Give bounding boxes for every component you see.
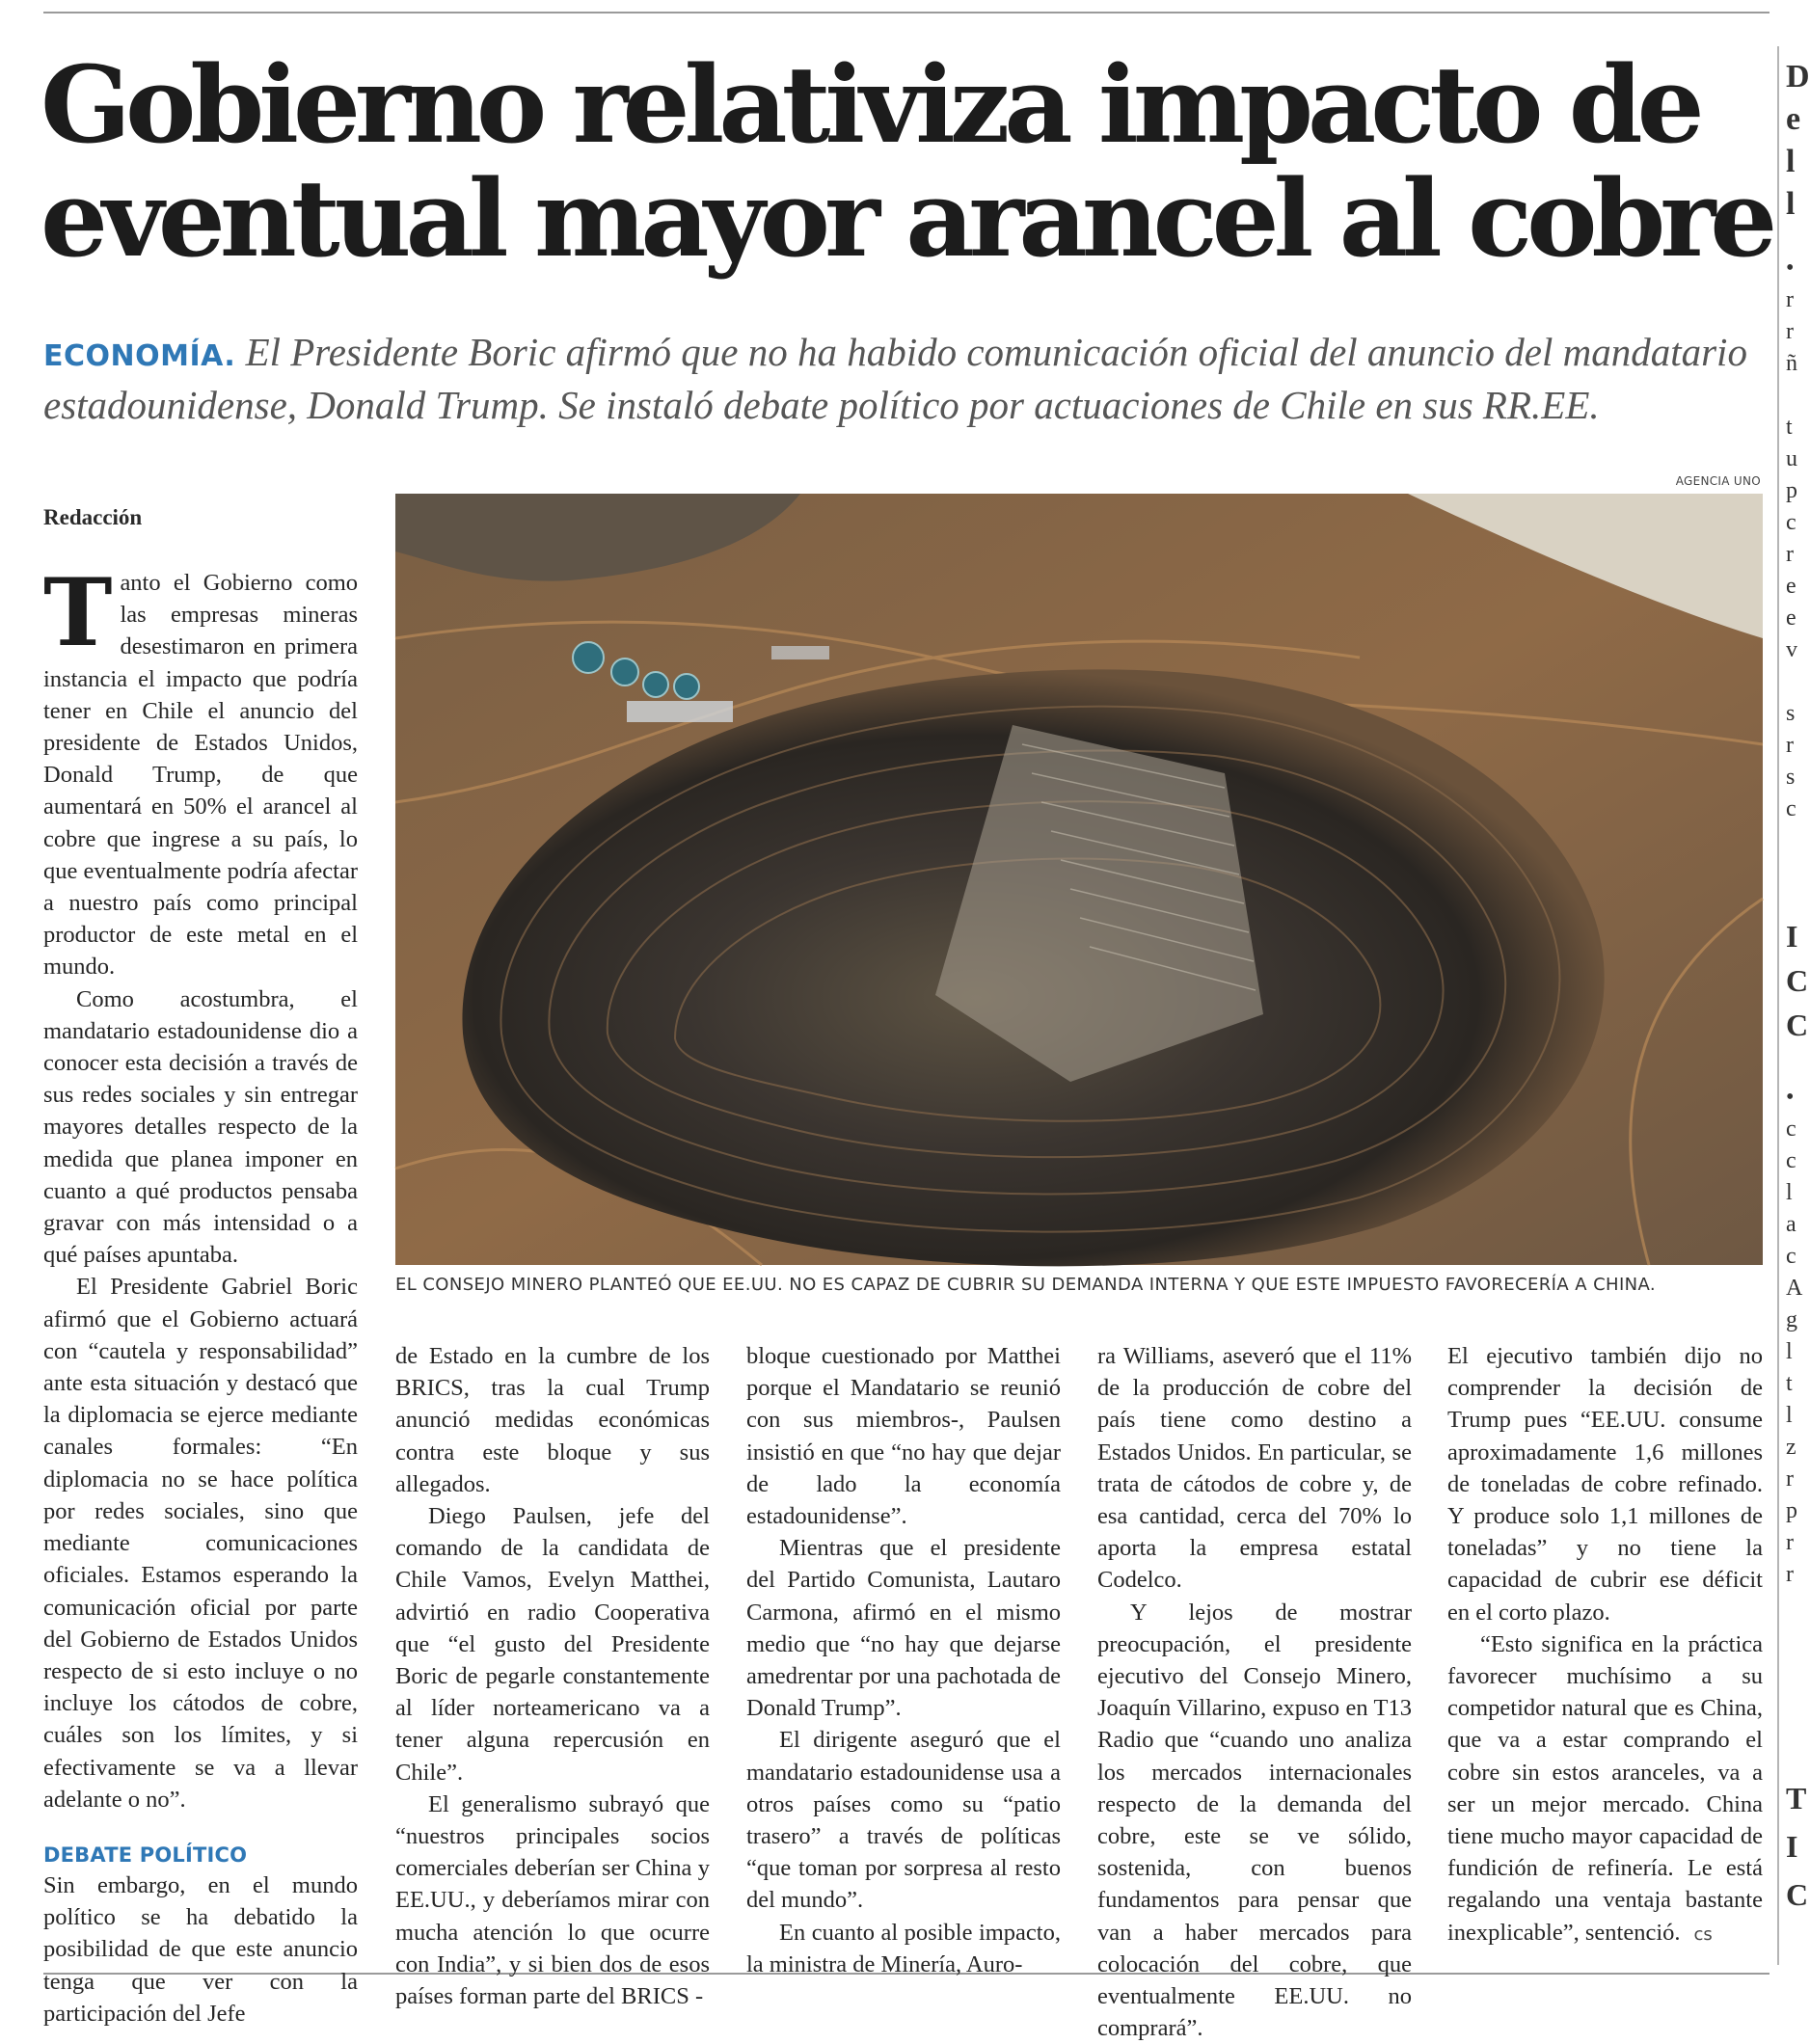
- edge-letter: r: [1786, 733, 1794, 758]
- edge-letter: l: [1786, 1339, 1793, 1364]
- body-paragraph: El generalismo subrayó que “nuestros principales socios comerciales deberían ser China y EE.UU., y deberíamos mirar con mucha atención lo que ocurre con India”, y si bien dos de esos países forman parte del BRICS -: [395, 1790, 710, 2010]
- edge-letter: p: [1786, 478, 1797, 503]
- body-paragraph: Mientras que el presidente del Partido Comunista, Lautaro Carmona, afirmó en el mismo medio que “no hay que dejarse amedrentar por una pachotada de Donald Trump”.: [746, 1535, 1061, 1722]
- edge-letter: c: [1786, 510, 1796, 535]
- edge-letter: l: [1786, 1403, 1793, 1428]
- byline: Redacción: [43, 505, 143, 529]
- body-column-5: [1447, 1340, 1763, 1950]
- edge-letter: I: [1786, 1829, 1798, 1864]
- mine-aerial-photo: [395, 494, 1763, 1265]
- body-paragraph: El Presidente Gabriel Boric afirmó que el Gobierno actuará con “cautela y responsabilidad” ante esta situación y destacó que la diplomacia se ejerce mediante canales formales: “En diplomacia no se hace política por redes sociales, sino que mediante comunicaciones oficiales. Estamos esperando la comunicación oficial por parte del Gobierno de Estados Unidos respecto de si esto incluye o no incluye los cátodos de cobre, cuáles son los límites, y si efectivamente se va a llevar adelante o no”.: [43, 1274, 358, 1813]
- body-paragraph: Sin embargo, en el mundo político se ha debatido la posibilidad de que este anuncio tenga que ver con la participación del Jefe: [43, 1871, 358, 2027]
- paragraph-text: “Esto significa en la práctica favorecer muchísimo a su competidor natural que es China, que va a estar comprando el cobre sin estos aranceles, va a ser un mejor mercado. China tiene mucho mayor capacidad de fundición de refinería. Le está regalando una ventaja bastante inexplicable”, sentenció.: [1447, 1630, 1763, 1946]
- edge-letter: g: [1786, 1307, 1797, 1332]
- edge-letter: r: [1786, 1466, 1794, 1492]
- edge-letter: e: [1786, 101, 1801, 137]
- edge-letter: I: [1786, 919, 1798, 954]
- edge-letter: l: [1786, 1180, 1793, 1205]
- adjacent-article-text: [1786, 253, 1805, 825]
- edge-letter: t: [1786, 415, 1793, 440]
- edge-letter: e: [1786, 605, 1796, 631]
- edge-letter: c: [1786, 1148, 1796, 1173]
- edge-letter: l: [1786, 144, 1796, 179]
- deck-text: El Presidente Boric afirmó que no ha habido comunicación oficial del anuncio del mandatario estadounidense, Donald Trump. Se instaló debate político por actuaciones de Chile en sus RR.EE.: [43, 330, 1747, 427]
- body-column-1: [43, 558, 358, 2030]
- edge-letter: C: [1786, 1877, 1809, 1912]
- edge-letter: •: [1786, 256, 1795, 281]
- photo-caption: EL CONSEJO MINERO PLANTEÓ QUE EE.UU. NO ES CAPAZ DE CUBRIR SU DEMANDA INTERNA Y QUE ESTE IMPUESTO FAVORECERÍA A CHINA.: [395, 1275, 1657, 1295]
- adjacent-article-headline: [1786, 56, 1810, 226]
- column-divider: [1777, 46, 1779, 1965]
- body-paragraph: En cuanto al posible impacto, la ministra de Minería, Auro-: [746, 1919, 1061, 1977]
- body-paragraph: ra Williams, aseveró que el 11% de la producción de cobre del país tiene como destino a Estados Unidos. En particular, se trata de cátodos de cobre y, de esa cantidad, cerca del 70% lo aporta la empresa estatal Codelco.: [1097, 1343, 1412, 1594]
- body-paragraph: [43, 558, 358, 983]
- body-paragraph: El ejecutivo también dijo no comprender la decisión de Trump pues “EE.UU. consume aproximadamente 1,6 millones de toneladas de cobre refinado. Y produce solo 1,1 millones de toneladas” y no tiene la capacidad de cubrir ese déficit en el corto plazo.: [1447, 1343, 1763, 1626]
- body-paragraph: Como acostumbra, el mandatario estadounidense dio a conocer esta decisión a través de sus redes sociales y sin entregar mayores detalles respecto de la medida que planea imponer en cuanto a qué productos pensaba gravar con más intensidad o a qué países apuntaba.: [43, 985, 358, 1269]
- edge-letter: r: [1786, 1562, 1794, 1587]
- edge-letter: s: [1786, 765, 1796, 790]
- body-paragraph: El dirigente aseguró que el mandatario estadounidense usa a otros países como su “patio trasero” a través de políticas “que toman por sorpresa al resto del mundo”.: [746, 1727, 1061, 1914]
- photo-credit: AGENCIA UNO: [1675, 474, 1761, 488]
- edge-letter: A: [1786, 1276, 1803, 1301]
- edge-letter: v: [1786, 637, 1797, 662]
- body-column-2: [395, 1340, 710, 2012]
- body-paragraph: Diego Paulsen, jefe del comando de la candidata de Chile Vamos, Evelyn Matthei, advirtió en radio Cooperativa que “el gusto del Presidente Boric de pegarle constantemente al líder norteamericano va a tener alguna repercusión en Chile”.: [395, 1503, 710, 1786]
- deck: [43, 328, 1769, 429]
- adjacent-article-headline-2: [1786, 914, 1809, 1047]
- edge-letter: c: [1786, 1244, 1796, 1269]
- edge-letter: l: [1786, 186, 1796, 222]
- body-paragraph: [1447, 1628, 1763, 1950]
- edge-letter: c: [1786, 1116, 1796, 1142]
- headline: [41, 42, 1772, 281]
- edge-letter: [1786, 380, 1805, 412]
- body-paragraph: bloque cuestionado por Matthei porque el Mandatario se reunió con sus miembros-, Paulsen insistió en que “no hay que dejar de lado la economía estadounidense”.: [746, 1343, 1061, 1530]
- top-rule: [43, 12, 1769, 13]
- edge-letter: r: [1786, 287, 1794, 312]
- edge-letter: u: [1786, 446, 1797, 471]
- edge-letter: c: [1786, 796, 1796, 821]
- edge-letter: e: [1786, 574, 1796, 599]
- edge-letter: t: [1786, 1371, 1793, 1396]
- subhead-debate: DEBATE POLÍTICO: [43, 1842, 248, 1867]
- adjacent-article-text-2: [1786, 1082, 1805, 1591]
- end-mark: cs: [1693, 1923, 1713, 1945]
- body-column-4: [1097, 1340, 1412, 2044]
- edge-letter: s: [1786, 701, 1796, 726]
- open-pit-mine-illustration: [395, 494, 1763, 1265]
- edge-letter: a: [1786, 1212, 1796, 1237]
- edge-letter: [1786, 666, 1805, 698]
- edge-letter: T: [1786, 1781, 1807, 1815]
- body-paragraph: Y lejos de mostrar preocupación, el presidente ejecutivo del Consejo Minero, Joaquín Villarino, expuso en T13 Radio que “cuando uno analiza los mercados internacionales respecto de la demanda del cobre, este se ve sólido, sostenida, con buenos fundamentos para pensar que van a haber mercados para colocación del cobre, que eventualmente EE.UU. no comprará”.: [1097, 1599, 1412, 2042]
- edge-letter: z: [1786, 1435, 1796, 1460]
- edge-letter: r: [1786, 542, 1794, 567]
- edge-letter: p: [1786, 1498, 1797, 1523]
- section-kicker: ECONOMÍA.: [43, 339, 236, 373]
- body-paragraph: de Estado en la cumbre de los BRICS, tras la cual Trump anunció medidas económicas contra este bloque y sus allegados.: [395, 1343, 710, 1497]
- edge-letter: D: [1786, 59, 1810, 94]
- headline-line-2: eventual mayor arancel al cobre: [41, 156, 1772, 281]
- adjacent-article-headline-3: [1786, 1774, 1809, 1919]
- edge-letter: r: [1786, 319, 1794, 344]
- edge-letter: ñ: [1786, 351, 1797, 376]
- edge-letter: r: [1786, 1530, 1794, 1555]
- headline-line-1: Gobierno relativiza impacto de: [41, 42, 1699, 167]
- edge-letter: •: [1786, 1085, 1795, 1110]
- drop-cap: T: [43, 558, 113, 667]
- edge-letter: C: [1786, 963, 1809, 998]
- paragraph-text: anto el Gobierno como las empresas mineras desestimaron en primera instancia el impacto que podría tener en Chile el anuncio del presidente de Estados Unidos, Donald Trump, de que aumentará en 50% el arancel al cobre que ingrese a su país, lo que eventualmente podría afectar a nuestro país como principal productor de este metal en el mundo.: [43, 570, 358, 981]
- edge-letter: C: [1786, 1008, 1809, 1042]
- body-column-3: [746, 1340, 1061, 1980]
